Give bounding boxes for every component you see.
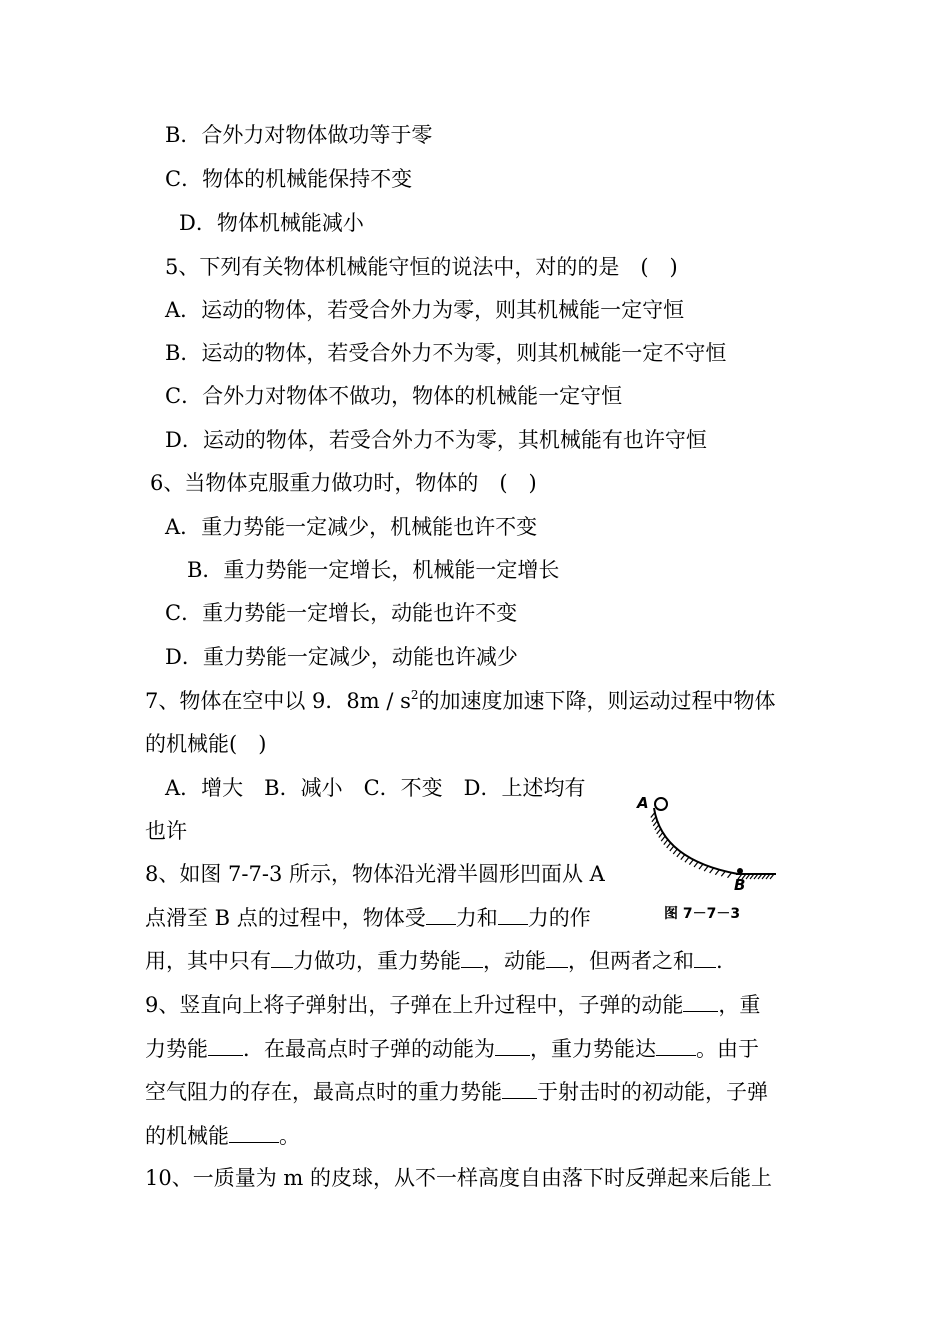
figure-caption: 图 7－7－3	[664, 906, 741, 922]
point-b-marker	[737, 868, 743, 874]
answer-blank	[546, 947, 568, 968]
answer-blank	[495, 1035, 530, 1056]
q10-line1: 10、一质量为 m 的皮球，从不一样高度自由落下时反弹起来后能上	[145, 1166, 772, 1190]
figure-7-7-3	[628, 788, 788, 928]
answer-blank	[461, 947, 483, 968]
q9-line3: 空气阻力的存在，最高点时的重力势能 于射击时的初动能，子弹	[145, 1080, 768, 1104]
q9-line2: 力势能 ．在最高点时子弹的动能为 ，重力势能达 。由于	[145, 1037, 759, 1061]
q5-option-a: A．运动的物体，若受合外力为零，则其机械能一定守恒	[165, 298, 685, 322]
q5-option-d: D．运动的物体，若受合外力不为零，其机械能有也许守恒	[165, 428, 707, 452]
answer-blank	[683, 991, 718, 1012]
q9-line4: 的机械能 。	[145, 1124, 300, 1148]
q4-option-d: D．物体机械能减小	[179, 211, 364, 235]
q6-option-b: B．重力势能一定增长，机械能一定增长	[187, 558, 560, 582]
q6-option-c: C．重力势能一定增长，动能也许不变	[165, 601, 518, 625]
label-a: A	[637, 794, 649, 812]
answer-blank	[498, 904, 528, 925]
surface-hatching	[651, 812, 774, 879]
answer-blank	[656, 1035, 696, 1056]
q5-option-c: C．合外力对物体不做功，物体的机械能一定守恒	[165, 384, 623, 408]
q8-line2: 点滑至 B 点的过程中，物体受 力和 力的作	[145, 906, 591, 930]
q9-line1: 9、竖直向上将子弹射出，子弹在上升过程中，子弹的动能 ，重	[145, 993, 761, 1017]
q5-option-b: B．运动的物体，若受合外力不为零，则其机械能一定不守恒	[165, 341, 727, 365]
answer-blank	[694, 947, 716, 968]
q7-options: A．增大 B．减小 C．不变 D．上述均有	[165, 776, 586, 800]
answer-blank	[426, 904, 456, 925]
q6-option-d: D．重力势能一定减少，动能也许减少	[165, 645, 518, 669]
q5-stem: 5、下列有关物体机械能守恒的说法中，对的的是 ( )	[165, 255, 678, 279]
answer-blank	[208, 1035, 243, 1056]
q7-options-continued: 也许	[145, 819, 187, 843]
q6-option-a: A．重力势能一定减少，机械能也许不变	[165, 515, 538, 539]
ball-at-a	[655, 798, 667, 810]
answer-blank	[502, 1078, 537, 1099]
q8-line1: 8、如图 7-7-3 所示，物体沿光滑半圆形凹面从 A	[145, 862, 605, 886]
q7-stem-line1: 7、物体在空中以 9．$8m / s^2$的加速度加速下降，则运动过程中物体	[145, 688, 776, 713]
q6-stem: 6、当物体克服重力做功时，物体的 ( )	[150, 471, 537, 495]
answer-blank	[229, 1122, 279, 1143]
q7-stem-line2: 的机械能( )	[145, 732, 267, 756]
q4-option-b: B．合外力对物体做功等于零	[165, 123, 433, 147]
q4-option-c: C．物体的机械能保持不变	[165, 167, 413, 191]
label-b: B	[734, 876, 746, 894]
q8-line3: 用，其中只有 力做功，重力势能 ，动能 ，但两者之和 .	[145, 949, 723, 973]
answer-blank	[271, 947, 293, 968]
